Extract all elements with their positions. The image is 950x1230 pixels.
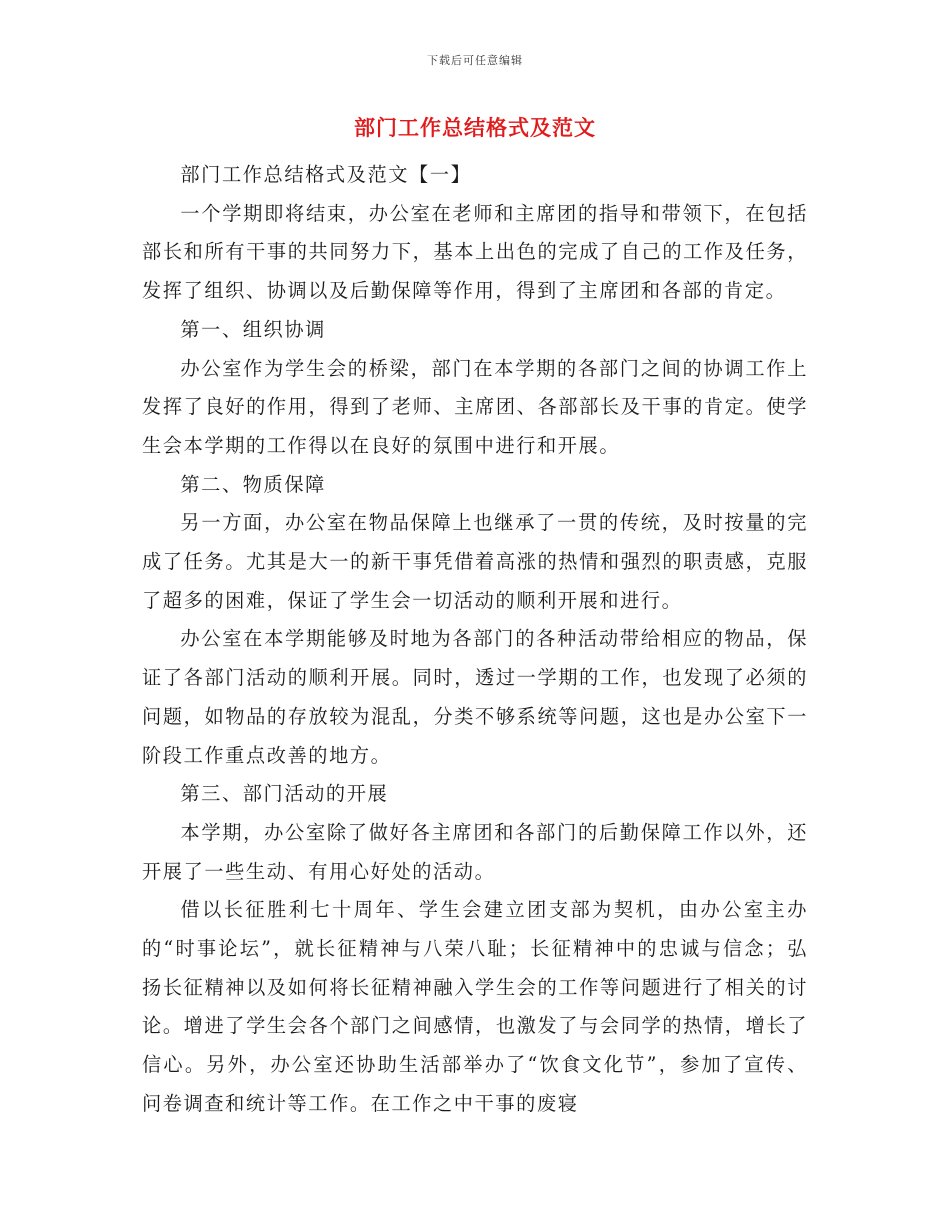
paragraph: 办公室在本学期能够及时地为各部门的各种活动带给相应的物品，保证了各部门活动的顺利开展。同时，透过一学期的工作，也发现了必须的问题，如物品的存放较为混乱，分类不够系统等问题，这也是办公室下一阶段工作重点改善的地方。 <box>142 627 808 767</box>
section-heading: 第一、组织协调 <box>180 317 326 341</box>
header-note: 下载后可任意编辑 <box>427 54 523 67</box>
paragraph: 本学期，办公室除了做好各主席团和各部门的后勤保障工作以外，还开展了一些生动、有用心好处的活动。 <box>142 820 808 883</box>
paragraph: 办公室作为学生会的桥梁，部门在本学期的各部门之间的协调工作上发挥了良好的作用，得到了老师、主席团、各部部长及干事的肯定。使学生会本学期的工作得以在良好的氛围中进行和开展。 <box>142 356 808 457</box>
section-heading: 部门工作总结格式及范文【一】 <box>180 163 472 186</box>
paragraph: 另一方面，办公室在物品保障上也继承了一贯的传统，及时按量的完成了任务。尤其是大一的新干事凭借着高涨的热情和强烈的职责感，克服了超多的困难，保证了学生会一切活动的顺利开展和进行。 <box>142 511 808 612</box>
document-title: 部门工作总结格式及范文 <box>354 115 596 140</box>
section-heading: 第二、物质保障 <box>180 472 326 496</box>
document-body <box>142 156 808 1124</box>
paragraph: 借以长征胜利七十周年、学生会建立团支部为契机，由办公室主办的“时事论坛”，就长征精神与八荣八耻；长征精神中的忠诚与信念；弘扬长征精神以及如何将长征精神融入学生会的工作等问题进行了相关的讨论。增进了学生会各个部门之间感情，也激发了与会同学的热情，增长了信心。另外，办公室还协助生活部举办了“饮食文化节”，参加了宣传、问卷调查和统计等工作。在工作之中干事的废寝 <box>142 898 808 1115</box>
section-heading: 第三、部门活动的开展 <box>180 782 389 806</box>
paragraph: 一个学期即将结束，办公室在老师和主席团的指导和带领下，在包括部长和所有干事的共同努力下，基本上出色的完成了自己的工作及任务，发挥了组织、协调以及后勤保障等作用，得到了主席团和各部的肯定。 <box>142 201 808 303</box>
